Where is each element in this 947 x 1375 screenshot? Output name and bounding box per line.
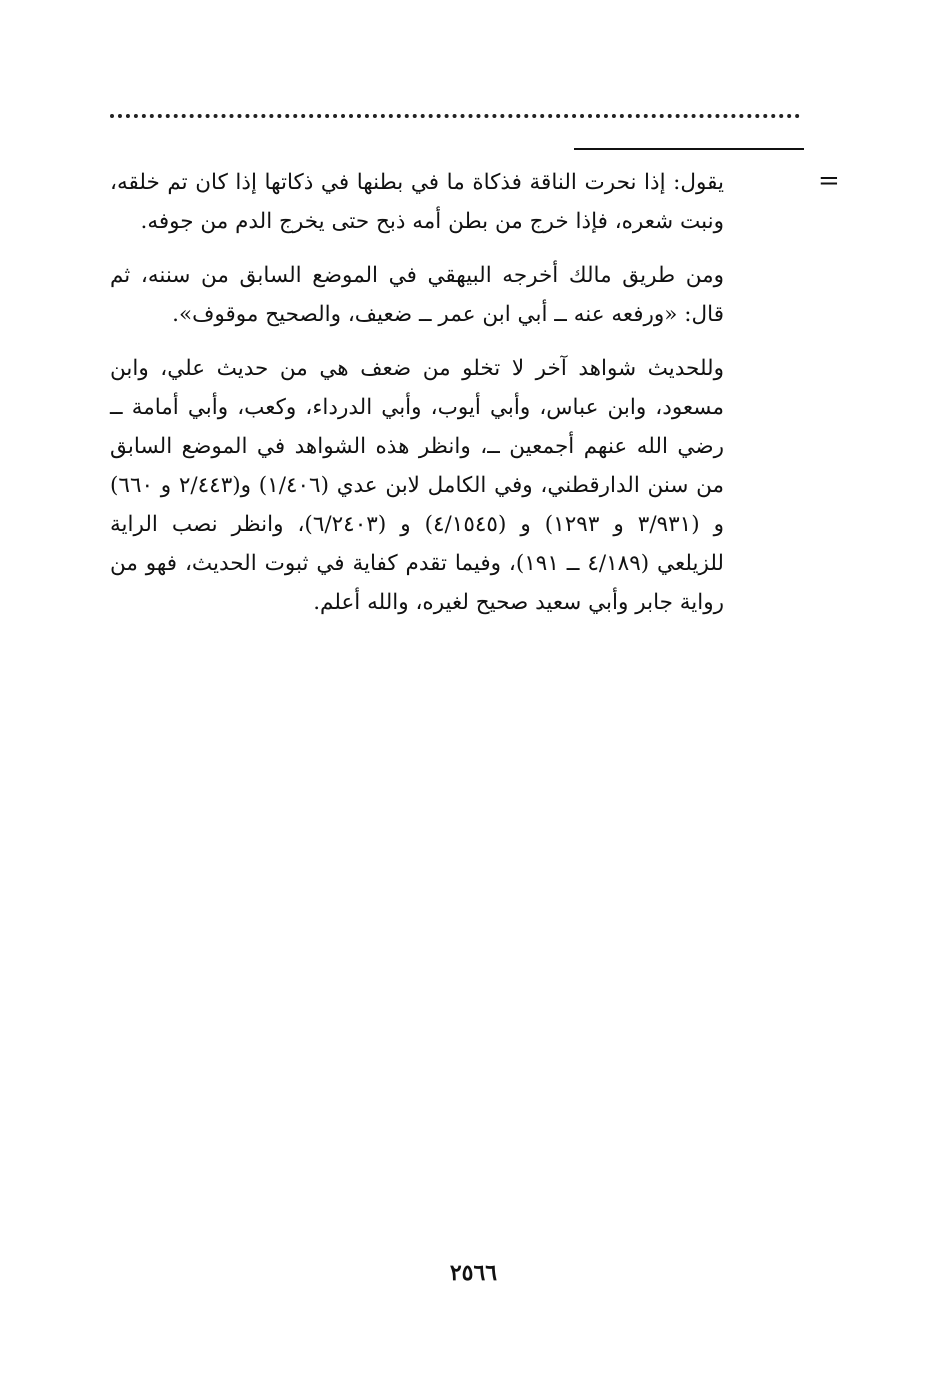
footnote-body (110, 163, 724, 637)
footnote-paragraph: وللحديث شواهد آخر لا تخلو من ضعف هي من حديث علي، وابن مسعود، وابن عباس، وأبي أيوب، وأبي الدرداء، وكعب، وأبي أمامة ــ رضي الله عنهم أجمعين ــ، وانظر هذه الشواهد في الموضع السابق من سنن الدارقطني، وفي الكامل لابن عدي (١/٤٠٦) و(٢/٤٤٣ و ٦٦٠) و (٣/٩٣١ و ١٢٩٣) و (٤/١٥٤٥) و (٦/٢٤٠٣)، وانظر نصب الراية للزيلعي (٤/١٨٩ ــ ١٩١)، وفيما تقدم كفاية في ثبوت الحديث، فهو من رواية جابر وأبي سعيد صحيح لغيره، والله أعلم. (110, 356, 725, 615)
dotted-rule (110, 104, 800, 118)
footnote-paragraph: يقول: إذا نحرت الناقة فذكاة ما في بطنها في ذكاتها إذا كان تم خلقه، ونبت شعره، فإذا خرج من بطن أمه ذبح حتى يخرج الدم من جوفه. (110, 170, 724, 234)
footnote-separator (574, 148, 804, 150)
page-number: ٢٥٦٦ (449, 1260, 498, 1286)
continuation-mark: = (818, 166, 840, 196)
footnote-paragraph: ومن طريق مالك أخرجه البيهقي في الموضع السابق من سننه، ثم قال: «ورفعه عنه ــ أبي ابن عمر ــ ضعيف، والصحيح موقوف». (110, 263, 724, 327)
